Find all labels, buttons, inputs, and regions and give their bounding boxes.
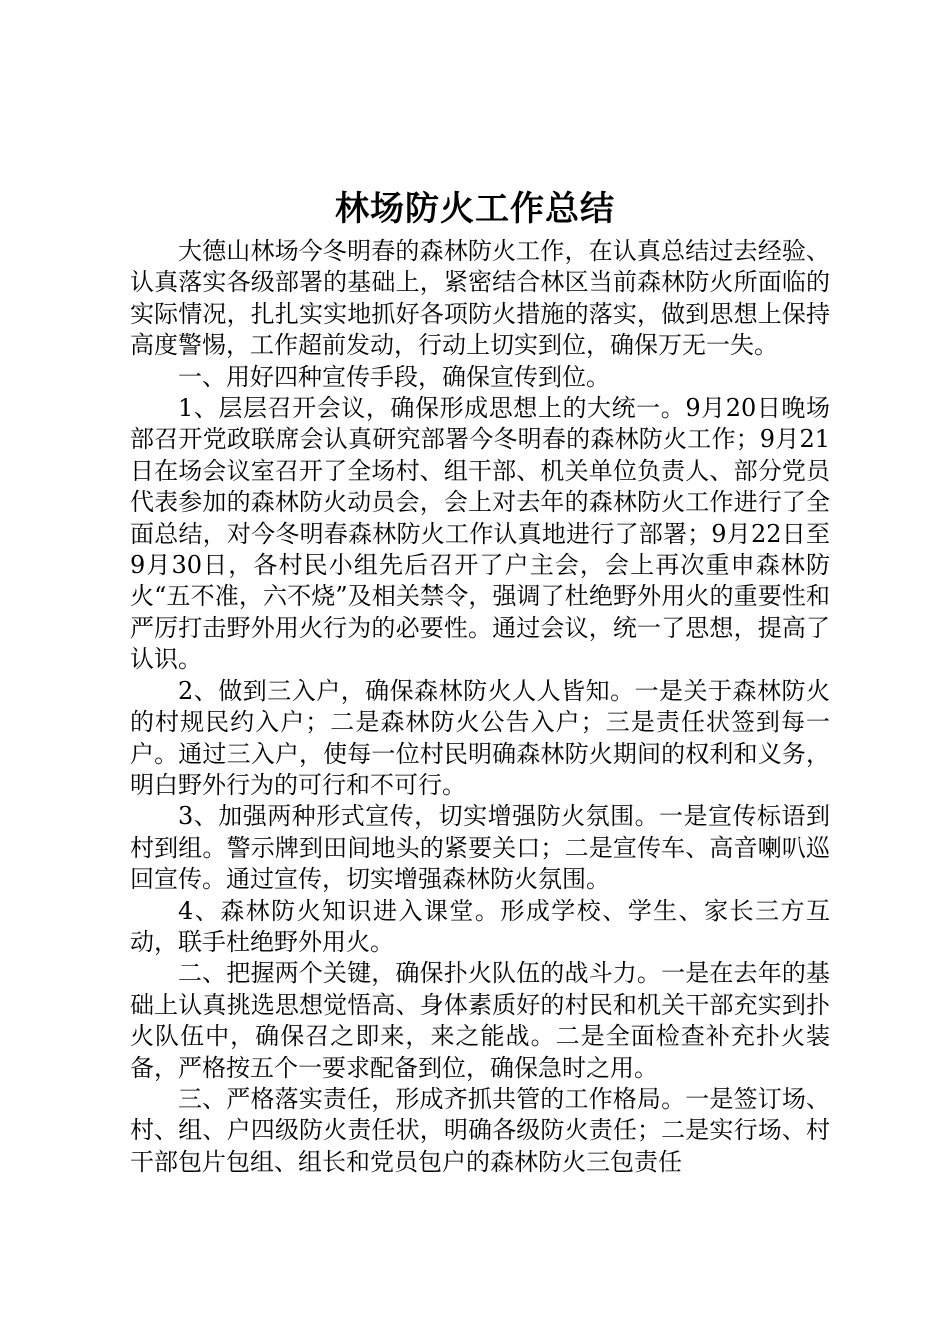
- paragraph-section-1-heading: 一、用好四种宣传手段，确保宣传到位。: [178, 362, 610, 391]
- paragraph-item-2: 2、做到三入户，确保森林防火人人皆知。一是关于森林防火的村规民约入户；二是森林防火公告入户；三是责任状签到每一户。通过三入户，使每一位村民明确森林防火期间的权利和义务，明白野外行为的可行和不可行。: [130, 676, 830, 799]
- paragraph-item-4: 4、森林防火知识进入课堂。形成学校、学生、家长三方互动，联手杜绝野外用火。: [130, 896, 830, 956]
- paragraph-item-1: 1、层层召开会议，确保形成思想上的大统一。9月20日晚场部召开党政联席会认真研究部署今冬明春的森林防火工作；9月21日在场会议室召开了全场村、组干部、机关单位负责人、部分党员代表参加的森林防火动员会，会上对去年的森林防火工作进行了全面总结，对今冬明春森林防火工作认真地进行了部署；9月22日至9月30日，各村民小组先后召开了户主会，会上再次重申森林防火“五不准，六不烧”及相关禁令，强调了杜绝野外用火的重要性和严厉打击野外用火行为的必要性。通过会议，统一了思想，提高了认识。: [130, 394, 830, 674]
- document-title: 林场防火工作总结: [335, 189, 615, 229]
- document-body: [130, 236, 830, 1178]
- paragraph-section-2: 二、把握两个关键，确保扑火队伍的战斗力。一是在去年的基础上认真挑选思想觉悟高、身体素质好的村民和机关干部充实到扑火队伍中，确保召之即来，来之能战。二是全面检查补充扑火装备，严格按五个一要求配备到位，确保急时之用。: [130, 959, 830, 1082]
- paragraph-intro: 大德山林场今冬明春的森林防火工作，在认真总结过去经验、认真落实各级部署的基础上，紧密结合林区当前森林防火所面临的实际情况，扎扎实实地抓好各项防火措施的落实，做到思想上保持高度警惕，工作超前发动，行动上切实到位，确保万无一失。: [130, 237, 830, 360]
- paragraph-item-3: 3、加强两种形式宣传，切实增强防火氛围。一是宣传标语到村到组。警示牌到田间地头的紧要关口；二是宣传车、高音喇叭巡回宣传。通过宣传，切实增强森林防火氛围。: [130, 802, 830, 894]
- paragraph-section-3: 三、严格落实责任，形成齐抓共管的工作格局。一是签订场、村、组、户四级防火责任状，明确各级防火责任；二是实行场、村干部包片包组、组长和党员包户的森林防火三包责任: [130, 1084, 830, 1176]
